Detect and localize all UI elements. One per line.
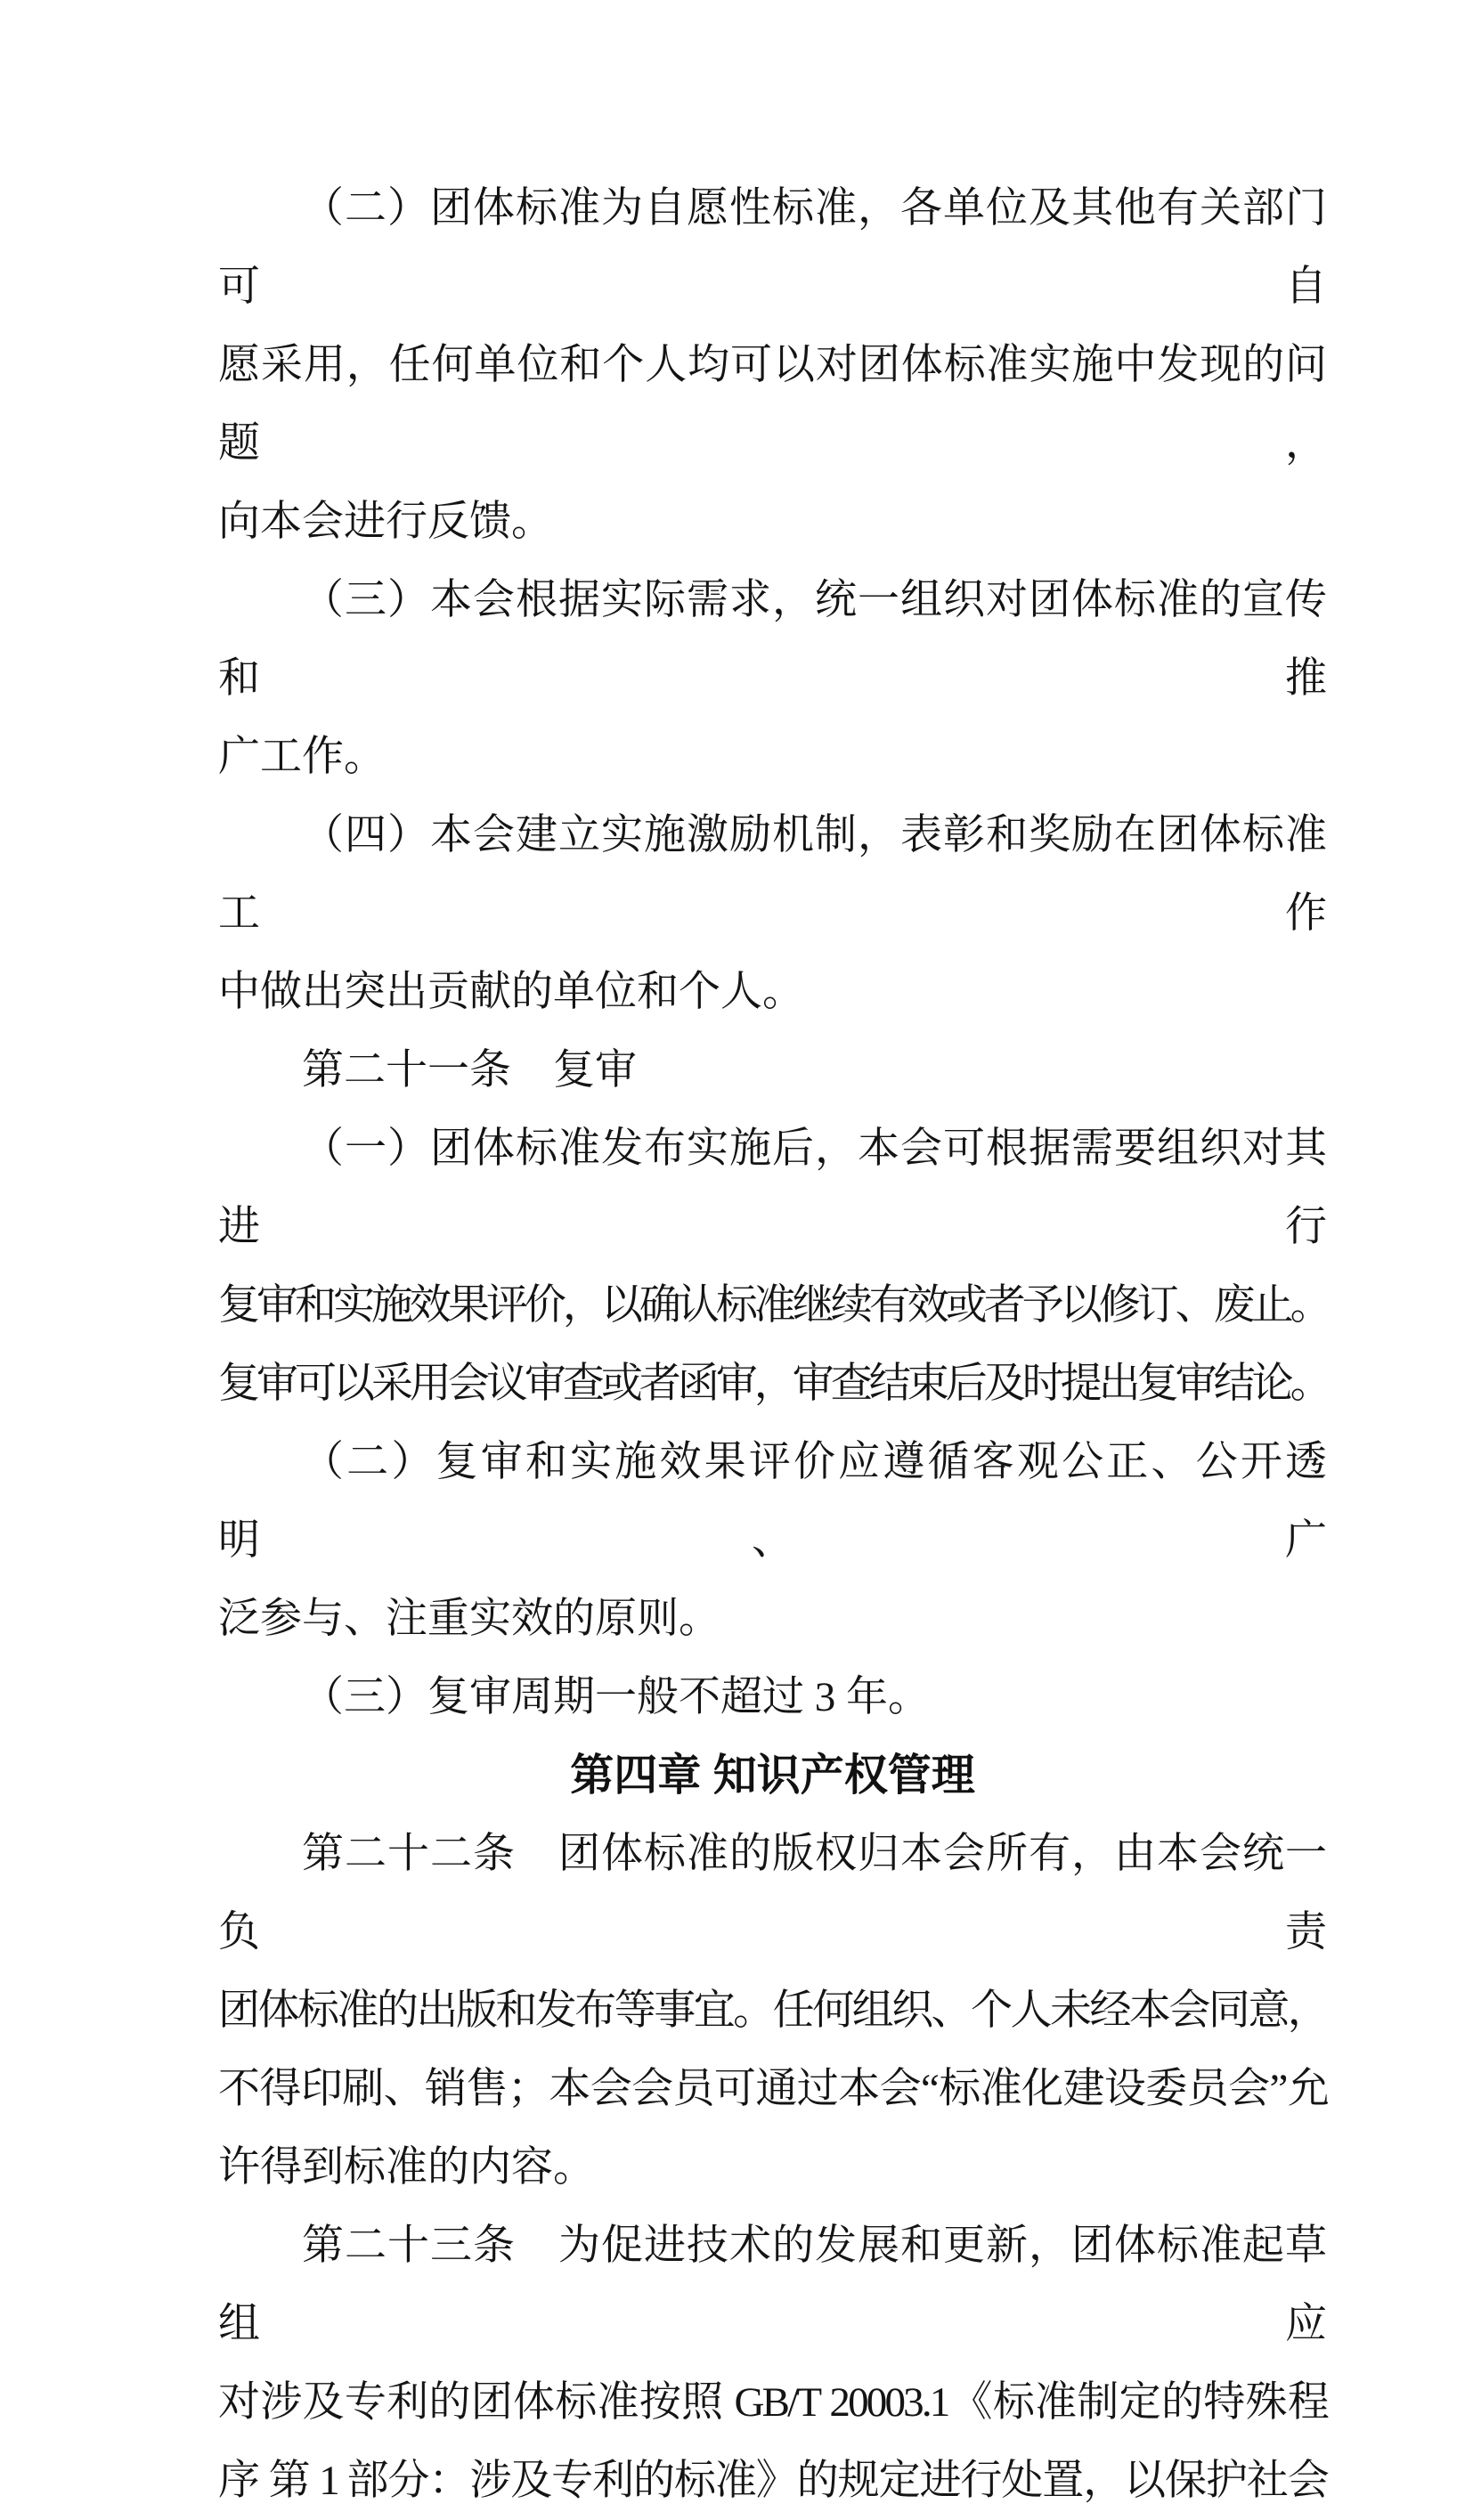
article-title-line: 第二十一条 复审 bbox=[302, 1047, 637, 1093]
text-line: 序 第 1 部分：涉及专利的标准》的规定进行处置，以保护社会 bbox=[218, 2458, 1327, 2504]
text-line: 愿采用，任何单位和个人均可以对团体标准实施中发现的问题， bbox=[218, 342, 1327, 467]
text-line: 团体标准的出版和发布等事宜。任何组织、个人未经本会同意， bbox=[218, 1988, 1327, 2034]
text-line: 泛参与、注重实效的原则。 bbox=[218, 1596, 720, 1642]
text-line: 许得到标准的内容。 bbox=[218, 2144, 595, 2191]
article-title-line: 第二十三条 为促进技术的发展和更新，团体标准起草组应 bbox=[218, 2223, 1327, 2347]
text-line: （三）本会根据实际需求，统一组织对团体标准的宣传和推 bbox=[218, 577, 1327, 702]
text-line: 复审和实施效果评价，以确认标准继续有效或者予以修订、废止。 bbox=[218, 1282, 1327, 1329]
text-line: 复审可以采用会议审查或者函审，审查结束后及时提出复审结论。 bbox=[218, 1361, 1327, 1407]
text-line: （二）复审和实施效果评价应遵循客观公正、公开透明、广 bbox=[218, 1439, 1327, 1564]
document-body bbox=[218, 169, 1327, 2520]
text-line: （二）团体标准为自愿性标准，各单位及其他有关部门可自 bbox=[218, 185, 1327, 310]
text-line: 中做出突出贡献的单位和个人。 bbox=[218, 969, 804, 1015]
article-title-line: 第二十二条 团体标准的版权归本会所有，由本会统一负责 bbox=[218, 1831, 1327, 1955]
text-line: 不得印刷、销售；本会会员可通过本会“标准化建设委员会”允 bbox=[218, 2066, 1327, 2112]
text-line: 向本会进行反馈。 bbox=[218, 499, 553, 545]
text-line: （三）复审周期一般不超过 3 年。 bbox=[302, 1674, 930, 1720]
chapter-heading: 第四章 知识产权管理 bbox=[570, 1752, 975, 1800]
text-line: 对涉及专利的团体标准按照 GB/T 20003.1《标准制定的特殊程 bbox=[218, 2379, 1327, 2426]
text-line: （一）团体标准发布实施后，本会可根据需要组织对其进行 bbox=[218, 1126, 1327, 1250]
text-line: 广工作。 bbox=[218, 734, 386, 780]
text-line: （四）本会建立实施激励机制，表彰和奖励在团体标准工作 bbox=[218, 812, 1327, 937]
